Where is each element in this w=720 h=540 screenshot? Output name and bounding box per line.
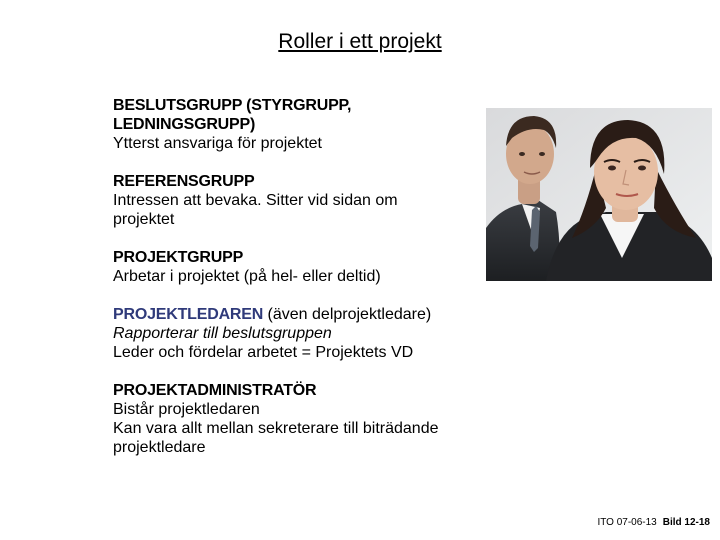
- role-section-projektledaren: [113, 305, 483, 362]
- footer-date: ITO 07-06-13: [597, 517, 657, 528]
- role-description: Bistår projektledaren: [113, 401, 260, 418]
- role-heading: PROJEKTGRUPP: [113, 249, 244, 266]
- role-heading: PROJEKTLEDAREN: [113, 306, 264, 323]
- role-heading: REFERENSGRUPP: [113, 173, 255, 190]
- role-description: Arbetar i projektet (på hel- eller deltid): [113, 268, 381, 285]
- role-description: Kan vara allt mellan sekreterare till biträdande: [113, 420, 439, 437]
- role-section-projektadministrator: [113, 381, 483, 457]
- role-description: Leder och fördelar arbetet = Projektets VD: [113, 344, 414, 361]
- role-heading-suffix: (även delprojektledare): [263, 306, 432, 323]
- role-heading: PROJEKTADMINISTRATÖR: [113, 382, 317, 399]
- role-reporting-line: Rapporterar till beslutsgruppen: [113, 325, 332, 342]
- role-heading-row: [113, 305, 483, 324]
- business-people-photo: [486, 108, 712, 281]
- slide-footer: [597, 517, 710, 528]
- role-section-projektgrupp: [113, 248, 483, 286]
- slide-number: Bild 12-18: [662, 517, 710, 528]
- roles-list: [113, 96, 483, 476]
- role-section-beslutsgrupp: [113, 96, 483, 153]
- role-section-referensgrupp: [113, 172, 483, 229]
- role-heading: BESLUTSGRUPP (STYRGRUPP,: [113, 97, 352, 114]
- role-description: Ytterst ansvariga för projektet: [113, 135, 322, 152]
- role-description: projektledare: [113, 439, 206, 456]
- role-description: projektet: [113, 211, 175, 228]
- role-description: Intressen att bevaka. Sitter vid sidan om: [113, 192, 398, 209]
- slide-title: Roller i ett projekt: [278, 30, 442, 53]
- role-heading: LEDNINGSGRUPP): [113, 116, 256, 133]
